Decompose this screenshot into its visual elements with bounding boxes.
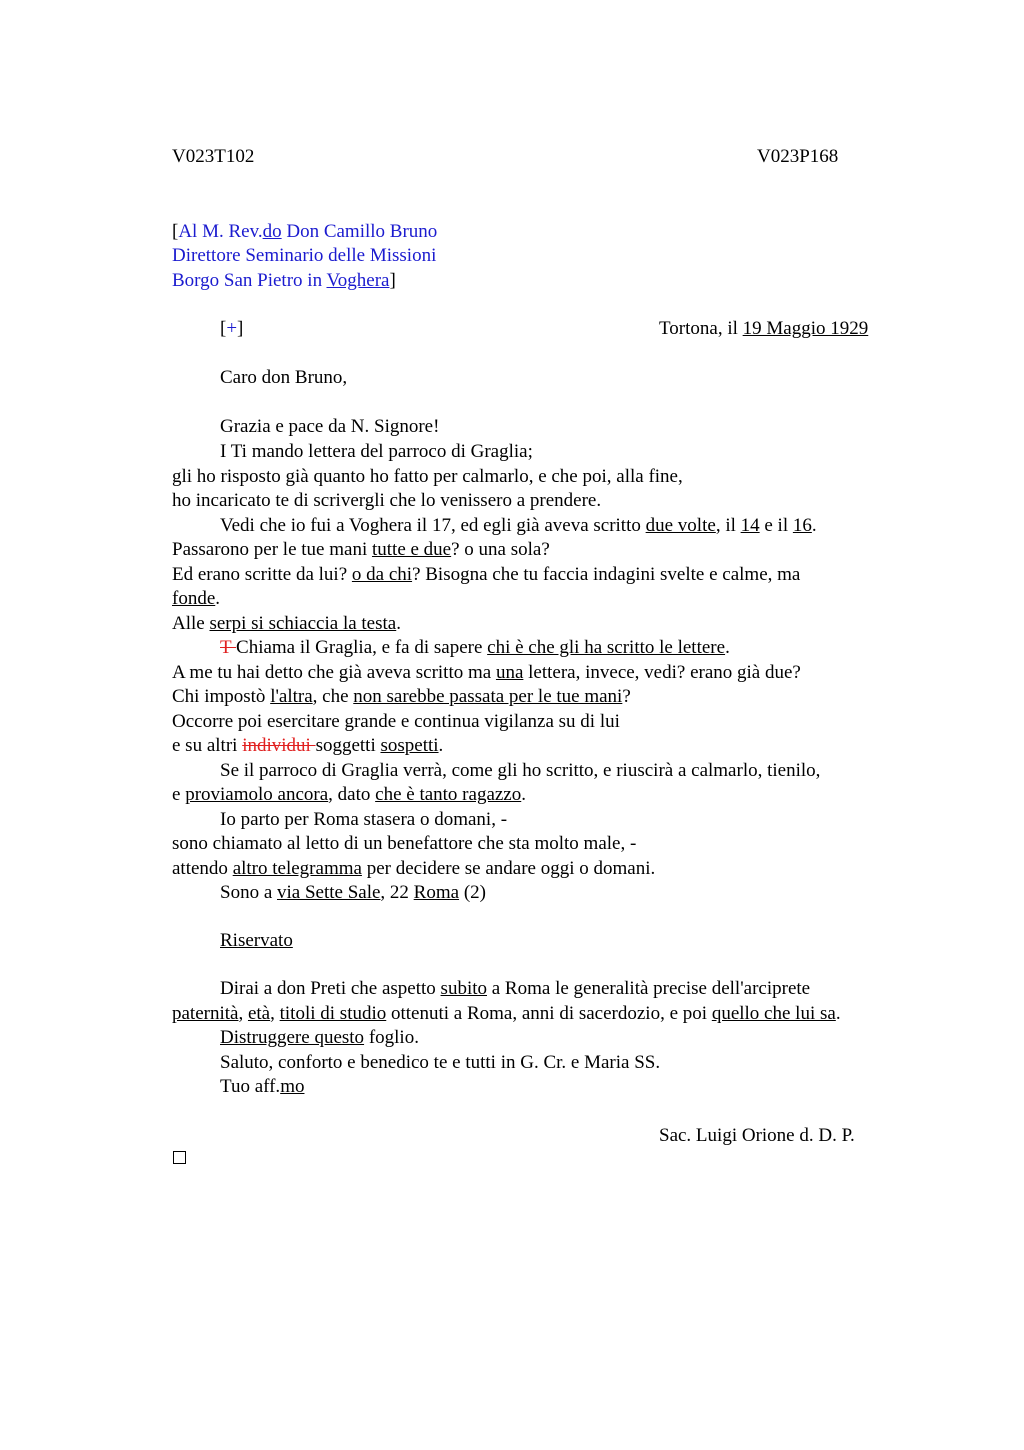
underlined-text: che è tanto ragazzo: [375, 784, 522, 805]
body-text: Vedi che io fui a Voghera il 17, ed egli già aveva scritto: [220, 514, 646, 536]
cross-mark: [+]: [220, 318, 244, 339]
address-line-2: Direttore Seminario delle Missioni: [172, 245, 437, 266]
body-text: Ed erano scritte da lui?: [172, 563, 352, 585]
body-line: [220, 1075, 304, 1099]
underlined-text: quello che lui sa: [711, 1002, 836, 1024]
body-line: [172, 465, 683, 489]
underlined-text: subito: [440, 978, 487, 999]
underlined-text: 16: [792, 514, 812, 536]
deleted-text: individui: [242, 735, 316, 756]
body-text: Chiama il Graglia, e fa di sapere: [236, 637, 488, 658]
underlined-text: serpi si schiaccia la testa: [209, 612, 397, 634]
body-text: .: [811, 514, 817, 536]
underlined-text: titoli di studio: [279, 1002, 387, 1024]
body-line: [220, 977, 810, 1001]
body-text: sono chiamato al letto di un benefattore che sta molto male, -: [172, 833, 637, 854]
body-text: .: [521, 784, 526, 805]
underlined-text: paternità: [172, 1002, 239, 1024]
body-text: .: [438, 735, 444, 756]
underlined-text: l'altra: [270, 686, 313, 707]
document-code-right: V023P168: [757, 146, 839, 167]
body-line: [220, 759, 820, 783]
body-line: [172, 783, 526, 807]
body-line: [172, 710, 620, 734]
underlined-text: sospetti: [380, 735, 439, 756]
body-text: per decidere se andare oggi o domani.: [361, 857, 656, 879]
body-text: , dato: [328, 784, 376, 805]
body-text: Passarono per le tue mani: [172, 539, 372, 560]
underlined-text: tutte e due: [371, 539, 452, 560]
underlined-text: Distruggere questo: [220, 1027, 365, 1048]
body-text: Chi impostò: [172, 686, 271, 707]
document-code-left: V023T102: [172, 146, 255, 167]
address-line-3: Borgo San Pietro in Voghera]: [172, 270, 396, 291]
salutation: Caro don Bruno,: [220, 367, 348, 388]
underlined-text: una: [495, 661, 524, 683]
underlined-text: Roma: [413, 882, 460, 903]
body-text: , 22: [380, 882, 414, 903]
underlined-text: due volte: [645, 514, 716, 536]
body-text: .: [215, 588, 221, 609]
body-line: [220, 1026, 419, 1050]
body-text: ho incaricato te di scrivergli che lo venissero a prendere.: [172, 490, 602, 511]
body-text: Tuo aff.: [220, 1076, 281, 1097]
body-text: Saluto, conforto e benedico te e tutti in G. Cr. e Maria SS.: [220, 1051, 661, 1073]
underlined-text: mo: [280, 1076, 305, 1097]
body-text: Occorre poi esercitare grande e continua vigilanza su di lui: [172, 710, 620, 732]
address-line-1: [Al M. Rev.do Don Camillo Bruno: [172, 221, 438, 242]
body-line: [172, 685, 631, 709]
underlined-text: non sarebbe passata per le tue mani: [353, 686, 623, 707]
body-text: ,: [238, 1002, 248, 1024]
end-box-icon: [173, 1151, 186, 1164]
body-line: [172, 832, 636, 856]
body-text: lettera, invece, vedi? erano già due?: [523, 661, 801, 683]
body-line: [220, 1051, 660, 1075]
underlined-text: età: [247, 1002, 271, 1024]
body-line: [172, 1002, 841, 1026]
underlined-text: 14: [740, 514, 760, 536]
body-text: soggetti: [315, 735, 381, 756]
body-line: [172, 734, 443, 758]
body-text: ?: [622, 686, 631, 707]
body-line: [172, 489, 601, 513]
body-line: [172, 563, 800, 587]
body-text: e su altri: [172, 735, 243, 756]
body-text: attendo: [172, 857, 233, 879]
body-text: gli ho risposto già quanto ho fatto per calmarlo, e che poi, alla fine,: [172, 465, 683, 487]
body-line: [172, 587, 220, 611]
underlined-text: via Sette Sale: [277, 882, 381, 903]
body-line: [172, 612, 401, 636]
body-line: [172, 538, 550, 562]
body-text: , il: [715, 514, 741, 536]
body-line: [220, 514, 817, 538]
body-text: , che: [312, 686, 354, 707]
body-text: e il: [759, 514, 793, 536]
body-text: .: [835, 1002, 841, 1024]
body-text: Io parto per Roma stasera o domani, -: [220, 808, 508, 830]
body-line: [220, 881, 486, 905]
body-text: ? o una sola?: [451, 539, 550, 560]
signature: Sac. Luigi Orione d. D. P.: [659, 1125, 855, 1146]
body-text: a Roma le generalità precise dell'arciprete: [487, 978, 811, 999]
place-date: Tortona, il 19 Maggio 1929: [659, 318, 869, 339]
underlined-text: fonde: [172, 588, 216, 609]
body-text: ottenuti a Roma, anni di sacerdozio, e poi: [386, 1002, 712, 1024]
body-line: [220, 808, 507, 832]
greeting: Grazia e pace da N. Signore!: [220, 416, 440, 437]
body-line: [172, 857, 655, 881]
body-text: e: [172, 784, 186, 805]
body-line: [172, 661, 801, 685]
body-text: ,: [270, 1002, 280, 1024]
body-text: .: [396, 612, 401, 634]
body-text: (2): [459, 882, 486, 903]
body-text: Alle: [172, 612, 210, 634]
reserved-heading: Riservato: [220, 930, 293, 951]
deleted-text: T: [220, 637, 237, 658]
body-text: A me tu hai detto che già aveva scritto ma: [172, 661, 496, 683]
underlined-text: o da chi: [351, 563, 413, 585]
underlined-text: altro telegramma: [232, 857, 362, 879]
body-text: I Ti mando lettera del parroco di Graglia;: [220, 441, 533, 462]
body-text: Dirai a don Preti che aspetto: [220, 978, 441, 999]
body-text: Se il parroco di Graglia verrà, come gli ho scritto, e riuscirà a calmarlo, tienilo,: [220, 759, 821, 781]
underlined-text: proviamolo ancora: [185, 784, 329, 805]
body-text: ? Bisogna che tu faccia indagini svelte e calme, ma: [412, 563, 801, 585]
body-text: Sono a: [220, 882, 277, 903]
body-text: foglio.: [364, 1027, 419, 1048]
body-line: [220, 636, 730, 660]
underlined-text: chi è che gli ha scritto le lettere: [487, 637, 726, 658]
body-text: .: [725, 637, 730, 658]
body-line: [220, 440, 533, 464]
